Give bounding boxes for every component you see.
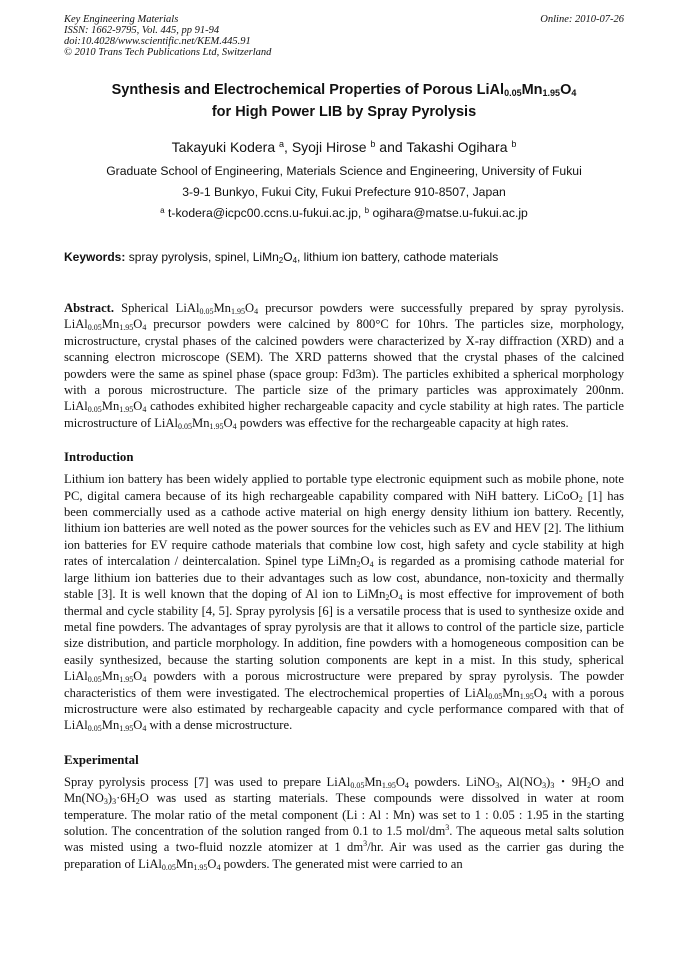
- journal-name: Key Engineering Materials: [64, 14, 179, 25]
- abstract-label: Abstract.: [64, 301, 115, 315]
- keywords: Keywords: spray pyrolysis, spinel, $LiMn_2O_4$, lithium ion battery, cathode materials: [64, 250, 499, 265]
- introduction-heading: Introduction: [64, 450, 134, 465]
- affiliation-line-2: 3-9-1 Bunkyo, Fukui City, Fukui Prefecture 910-8507, Japan: [182, 185, 506, 199]
- author-list: [64, 138, 624, 156]
- doi: doi:10.4028/www.scientific.net/KEM.445.91: [64, 36, 251, 47]
- author: Takashi Ogihara $^b$: [406, 139, 517, 155]
- abstract: [64, 300, 624, 431]
- abstract-text: Abstract. Spherical $LiAl_{0.05}Mn_{1.95}O_4$ precursor powders were successfully prepared by spray pyrolysis. $LiAl_{0.05}Mn_{1.95}O_4$ precursor powders were calcined by 800°C for 10hrs. The particles size, morphology, microstructure, crystal phases of the calcined powders were characterized by X-ray diffraction (XRD) and a scanning electron microscope (SEM). The XRD patterns showed that the crystal phases of the calcined powders were the same as spinel phase (space group: Fd3m). The particles exhibited a spherical morphology with a porous microstructure. The particle size of the primary particles was approximately 200nm. $LiAl_{0.05}Mn_{1.95}O_4$ cathodes exhibited higher rechargeable capacity and cycle stability at high rates. The particle microstructure of $LiAl_{0.05}Mn_{1.95}O_4$ powders was effective for the rechargeable capacity at high rates.: [64, 301, 624, 431]
- paper-title: [64, 79, 624, 123]
- affiliation-line-1: Graduate School of Engineering, Materials Science and Engineering, University of Fukui: [106, 164, 582, 178]
- introduction-section: [64, 449, 624, 734]
- author-emails: $^a$ t-kodera@icpc00.ccns.u-fukui.ac.jp, $^b$ ogihara@matse.u-fukui.ac.jp: [160, 206, 528, 220]
- online-date: Online: 2010-07-26: [540, 14, 624, 25]
- title-line-1: Synthesis and Electrochemical Properties of Porous $LiAl_{0.05}Mn_{1.95}O_4$: [111, 82, 577, 98]
- copyright: © 2010 Trans Tech Publications Ltd, Switzerland: [64, 47, 272, 58]
- author: Syoji Hirose $^b$ and: [291, 139, 403, 155]
- affiliation: [64, 161, 624, 224]
- title-line-2: for High Power LIB by Spray Pyrolysis: [211, 104, 477, 120]
- journal-header: [64, 14, 624, 58]
- experimental-heading: Experimental: [64, 752, 139, 767]
- experimental-text: Spray pyrolysis process [7] was used to prepare $LiAl_{0.05}Mn_{1.95}O_4$ powders. LiNO$_3$, $Al(NO_3)_3$・$9H_2O$ and $Mn(NO_3)_3\cdot 6H_2O$ was used as starting materials. These compounds were dissolved in water at room temperature. The molar ratio of the metal component (Li : Al : Mn) was set to 1 : 0.05 : 1.95 in the starting solution. The concentration of the solution ranged from 0.1 to 1.5 mol/$dm^3$. The aqueous metal salts solution was misted using a two-fluid nozzle atomizer at 1 $dm^3/hr$. Air was used as the carrier gas during the preparation of $LiAl_{0.05}Mn_{1.95}O_4$ powders. The generated mist were carried to an: [64, 774, 624, 872]
- journal-meta: [64, 14, 271, 58]
- issn: ISSN: 1662-9795, Vol. 445, pp 91-94: [64, 25, 220, 36]
- experimental-section: [64, 752, 624, 872]
- keywords-label: Keywords:: [64, 250, 126, 264]
- author: Takayuki Kodera $^a$,: [171, 139, 288, 155]
- introduction-text: Lithium ion battery has been widely applied to portable type electronic equipment such as mobile phone, note PC, digital camera because of its high rechargeable capability compared with NiH battery. LiCoO$_2$ [1] has been commercially used as a cathode active material on high energy density lithium ion battery. Recently, lithium ion batteries are well noted as the power sources for the vehicles such as EV and HEV [2]. The lithium ion batteries for EV require cathode materials that combine low cost, high safety and cycle stability at high rates of intercalation / deintercalation. Spinel type $LiMn_2O_4$ is regarded as a promising cathode material for large lithium ion batteries due to their advantages such as low cost, abundance, non-toxicity and thermally stable [3]. It is well known that the doping of Al ion to $LiMn_2O_4$ is most effective for improvement of both thermal and cycle stability [4, 5]. Spray pyrolysis [6] is a versatile process that is used to synthesize oxide and metal fine powders. The advantages of spray pyrolysis are that it allows to control of the particle size, particle size distribution, and particle morphology. In addition, fine powders with a homogeneous composition can be easily synthesized, because the starting solution components are kept in a mist. In this study, spherical $LiAl_{0.05}Mn_{1.95}O_4$ powders with a porous microstructure were prepared by spray pyrolysis. The powder characteristics of them were investigated. The electrochemical properties of $LiAl_{0.05}Mn_{1.95}O_4$ with a porous microstructure were also estimated by rechargeable capacity and cycle performance compared with that of $LiAl_{0.05}Mn_{1.95}O_4$ with a dense microstructure.: [64, 472, 625, 734]
